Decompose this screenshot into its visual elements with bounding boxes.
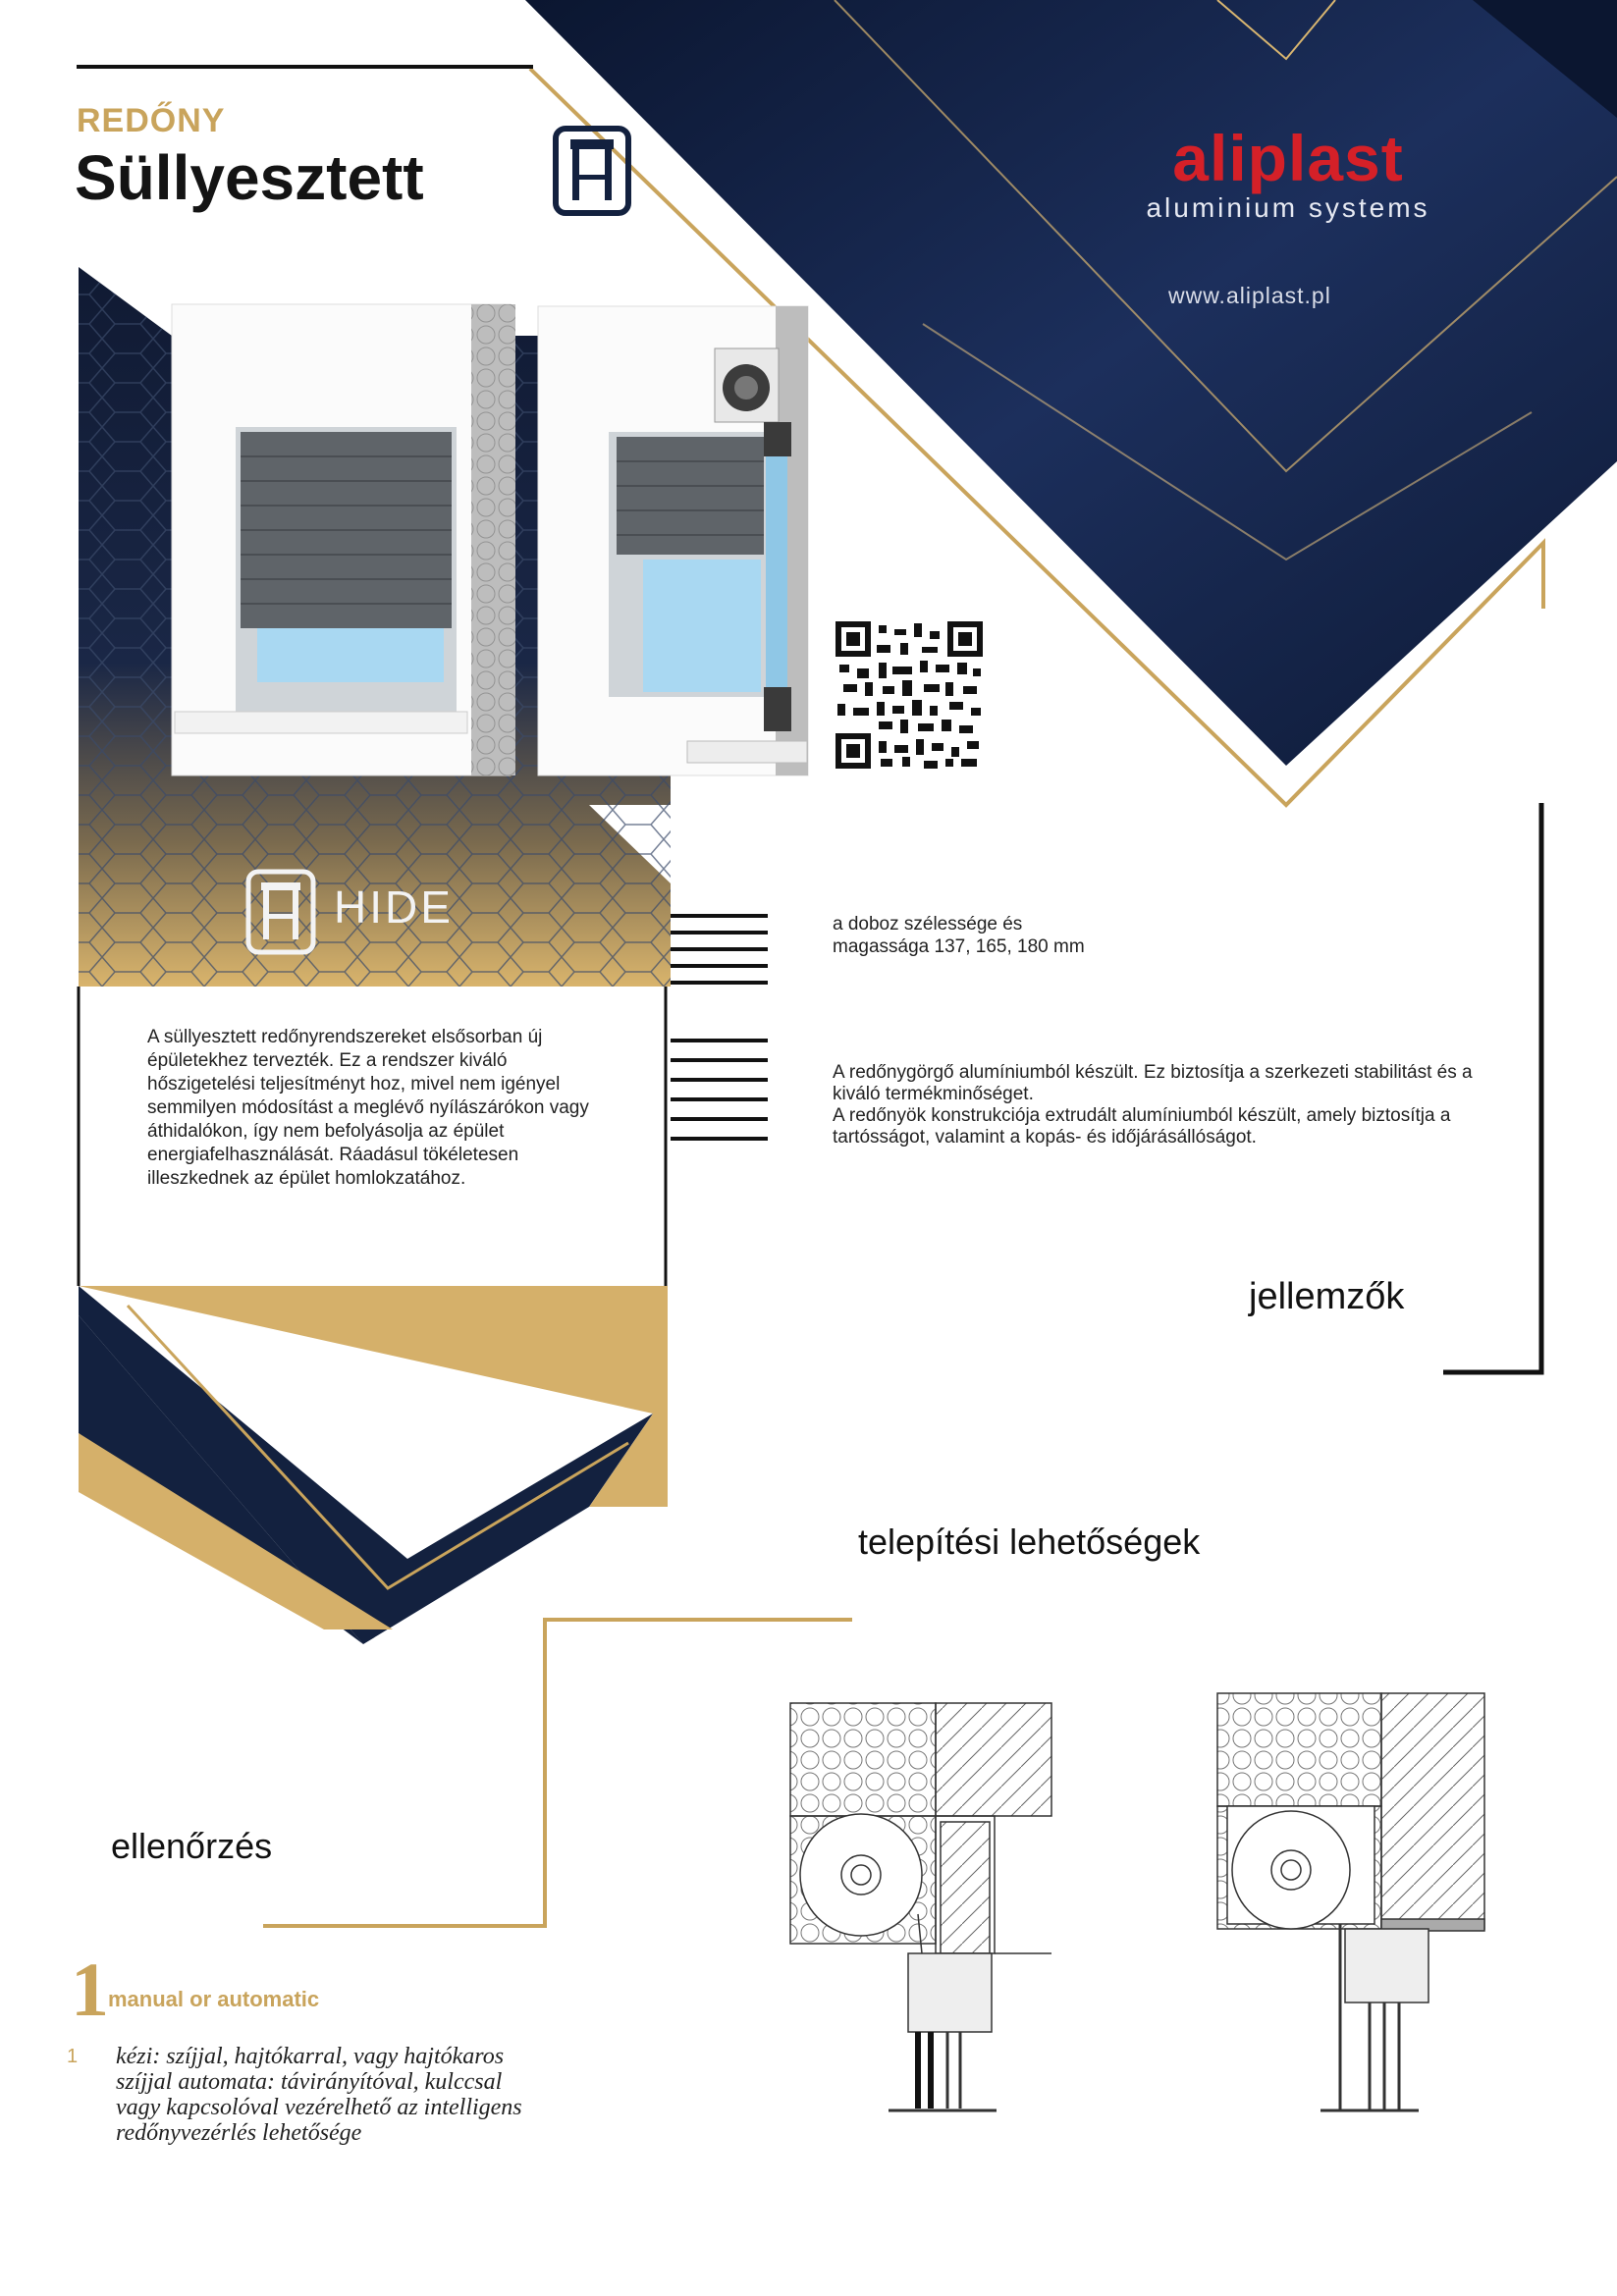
option-caption: manual or automatic	[108, 1987, 320, 2011]
brand-url-link[interactable]: www.aliplast.pl	[1168, 283, 1331, 308]
hide-logo-icon	[245, 869, 316, 955]
product-description: A süllyesztett redőnyrendszereket elsősorban új épületekhez tervezték. Ez a rendszer kiváló hőszigetelési teljesítményt hoz, mivel nem igényel semmilyen módosítást a meglévő nyílászárókon vagy áthidalókon, így nem befolyásolja az épület energiafelhasználását. Ráadásul tökéletesen illeszkednek az épület homlokzatához.	[147, 1027, 589, 1189]
roller-shutter-icon	[553, 126, 631, 216]
page-title: Süllyesztett	[75, 142, 424, 213]
control-heading: ellenőrzés	[111, 1826, 273, 1866]
section-drawing-1	[790, 1703, 1051, 2110]
window-render-section	[538, 306, 808, 775]
material-specs	[833, 1062, 1500, 1148]
option-number: 1	[71, 1947, 109, 2032]
header-rule	[77, 65, 533, 69]
installation-heading: telepítési lehetőségek	[858, 1522, 1201, 1562]
box-dimensions-spec: a doboz szélessége és magassága 137, 165, 180 mm	[833, 914, 1085, 957]
control-options-text: kézi: szíjjal, hajtókarral, vagy hajtókaros szíjjal automata: távirányítóval, kulccsal vagy kapcsolóval vezérelhető az intelligens redőnyvezérlés lehetősége	[116, 2044, 522, 2146]
brand-name: aliplast	[1172, 122, 1404, 194]
spec-line: A redőnyök konstrukciója extrudált alumíniumból készült, amely biztosítja a tartósságot, valamint a kopás- és időjárásállóságot.	[833, 1105, 1451, 1148]
section-drawing-2	[1217, 1693, 1484, 2110]
window-render-front	[172, 304, 515, 775]
brand-logo	[1107, 122, 1469, 224]
category-label: REDŐNY	[77, 102, 226, 139]
product-name: HIDE	[334, 881, 454, 933]
qr-code	[835, 621, 983, 769]
spec-line: A redőnygörgő alumíniumból készült. Ez biztosítja a szerkezeti stabilitást és a kiváló termékminőséget.	[833, 1062, 1473, 1104]
features-heading: jellemzők	[1249, 1276, 1405, 1317]
brand-tagline: aluminium systems	[1146, 192, 1430, 223]
footnote-number: 1	[67, 2046, 79, 2067]
